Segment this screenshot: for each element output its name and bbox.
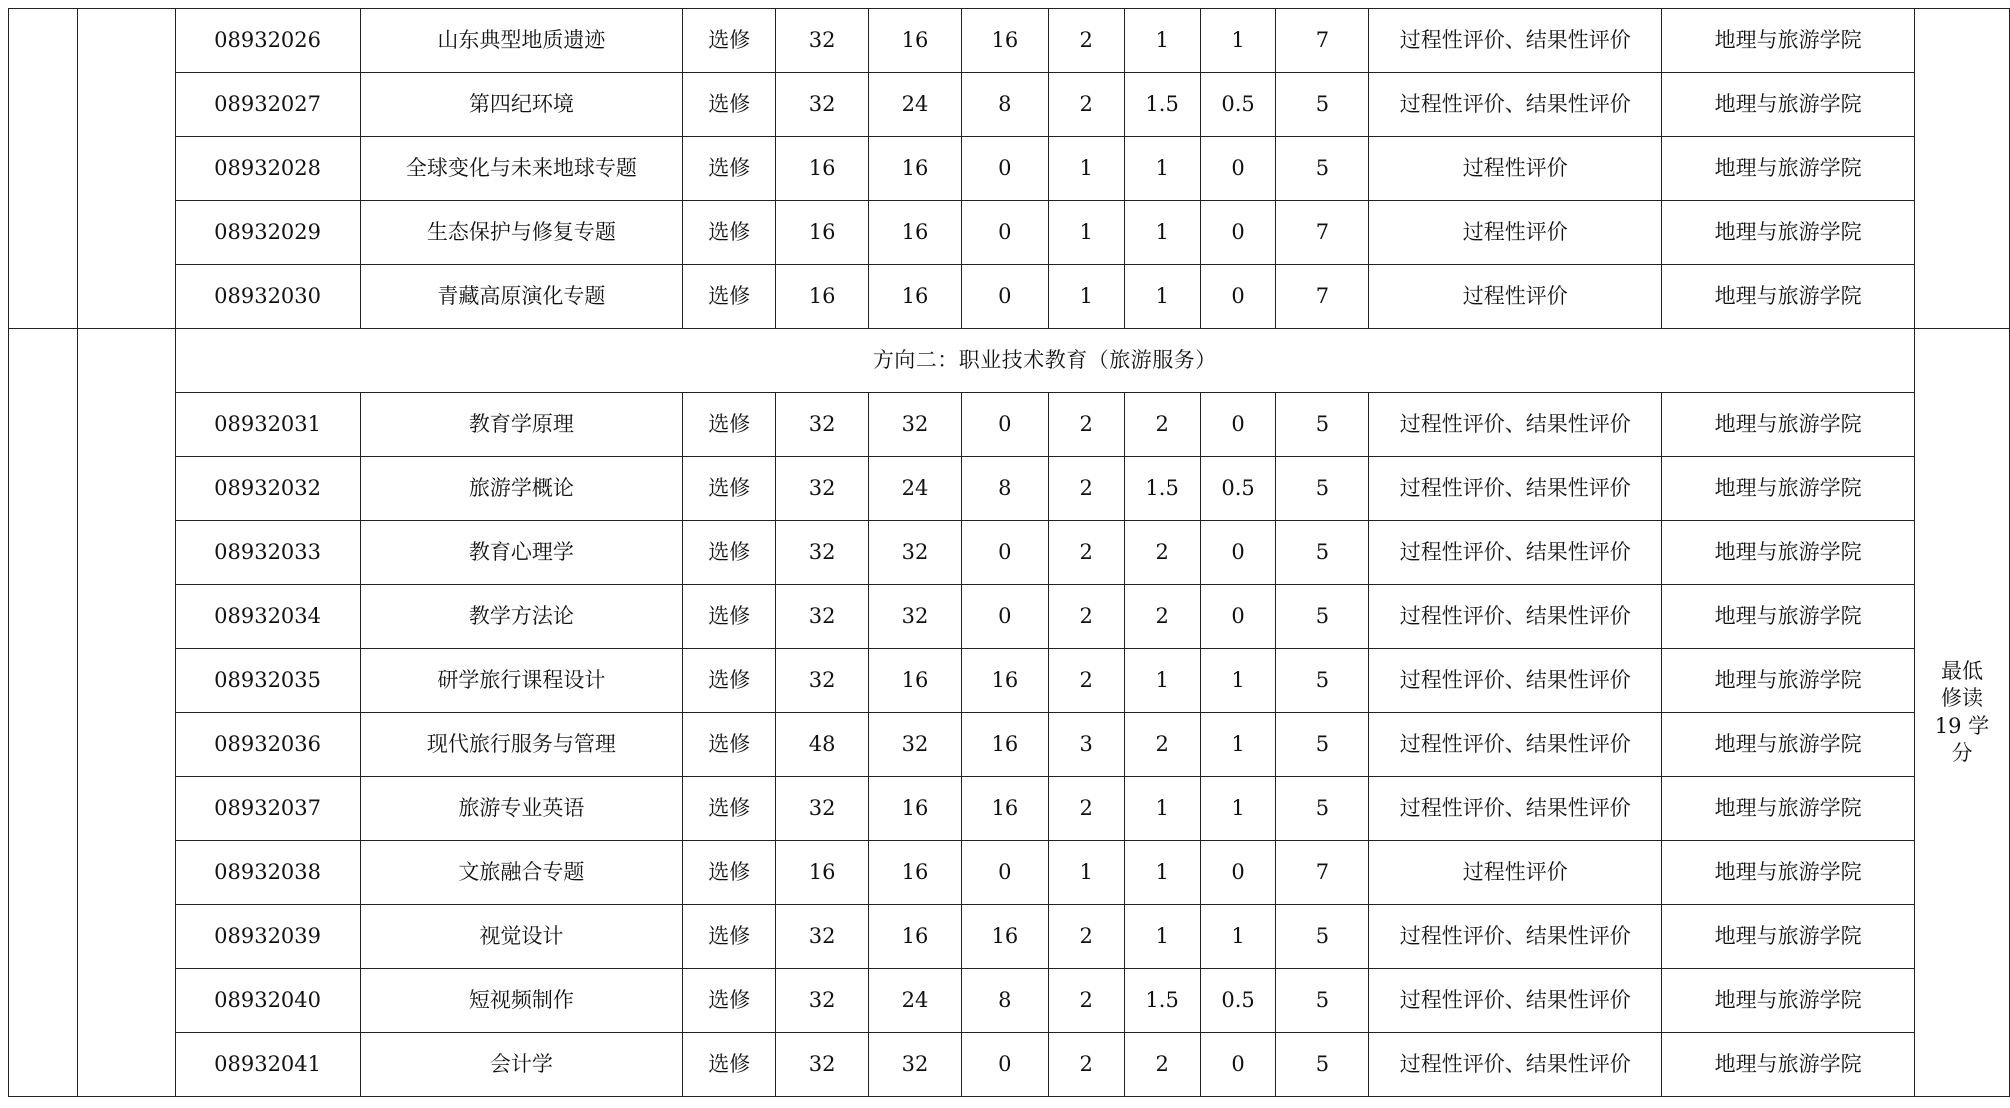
total-hours-cell: 32 (776, 457, 869, 521)
lecture-hours-cell: 24 (869, 457, 962, 521)
offering-college-cell: 地理与旅游学院 (1662, 9, 1915, 73)
offering-college-cell: 地理与旅游学院 (1662, 649, 1915, 713)
credits-cell: 2 (1048, 649, 1124, 713)
offering-college-cell: 地理与旅游学院 (1662, 969, 1915, 1033)
lecture-hours-cell: 32 (869, 1033, 962, 1097)
assessment-method-cell: 过程性评价、结果性评价 (1369, 73, 1662, 137)
credits-cell: 2 (1048, 585, 1124, 649)
lecture-hours-cell: 32 (869, 585, 962, 649)
credits-cell: 2 (1048, 393, 1124, 457)
course-type-cell: 选修 (683, 9, 776, 73)
course-type-cell: 选修 (683, 265, 776, 329)
course-code-cell: 08932037 (175, 777, 360, 841)
practice-credits-cell: 0 (1200, 841, 1276, 905)
credits-cell: 2 (1048, 777, 1124, 841)
course-type-cell: 选修 (683, 585, 776, 649)
practice-hours-cell: 16 (961, 777, 1048, 841)
assessment-method-cell: 过程性评价 (1369, 841, 1662, 905)
practice-hours-cell: 16 (961, 649, 1048, 713)
subcategory-cell (77, 9, 175, 329)
assessment-method-cell: 过程性评价 (1369, 265, 1662, 329)
table-row (9, 585, 2010, 649)
practice-credits-cell: 0.5 (1200, 457, 1276, 521)
section-row (9, 329, 2010, 393)
assessment-method-cell: 过程性评价、结果性评价 (1369, 905, 1662, 969)
semester-cell: 7 (1276, 841, 1369, 905)
practice-hours-cell: 16 (961, 9, 1048, 73)
course-code-cell: 08932033 (175, 521, 360, 585)
offering-college-cell: 地理与旅游学院 (1662, 1033, 1915, 1097)
total-hours-cell: 32 (776, 521, 869, 585)
table-row (9, 905, 2010, 969)
lecture-hours-cell: 32 (869, 393, 962, 457)
course-name-cell: 旅游专业英语 (360, 777, 683, 841)
offering-college-cell: 地理与旅游学院 (1662, 841, 1915, 905)
lecture-credits-cell: 1.5 (1124, 457, 1200, 521)
course-code-cell: 08932039 (175, 905, 360, 969)
course-name-cell: 教学方法论 (360, 585, 683, 649)
table-row (9, 841, 2010, 905)
offering-college-cell: 地理与旅游学院 (1662, 585, 1915, 649)
credits-cell: 1 (1048, 841, 1124, 905)
practice-hours-cell: 0 (961, 137, 1048, 201)
course-code-cell: 08932038 (175, 841, 360, 905)
course-name-cell: 全球变化与未来地球专题 (360, 137, 683, 201)
table-row (9, 201, 2010, 265)
practice-hours-cell: 0 (961, 201, 1048, 265)
total-hours-cell: 48 (776, 713, 869, 777)
lecture-credits-cell: 2 (1124, 713, 1200, 777)
practice-credits-cell: 0 (1200, 585, 1276, 649)
practice-hours-cell: 0 (961, 265, 1048, 329)
semester-cell: 5 (1276, 585, 1369, 649)
assessment-method-cell: 过程性评价、结果性评价 (1369, 1033, 1662, 1097)
semester-cell: 5 (1276, 73, 1369, 137)
course-name-cell: 研学旅行课程设计 (360, 649, 683, 713)
lecture-credits-cell: 1 (1124, 841, 1200, 905)
offering-college-cell: 地理与旅游学院 (1662, 137, 1915, 201)
credits-cell: 2 (1048, 1033, 1124, 1097)
table-row (9, 73, 2010, 137)
lecture-credits-cell: 2 (1124, 393, 1200, 457)
total-hours-cell: 16 (776, 841, 869, 905)
lecture-hours-cell: 32 (869, 521, 962, 585)
practice-credits-cell: 0 (1200, 521, 1276, 585)
course-code-cell: 08932036 (175, 713, 360, 777)
offering-college-cell: 地理与旅游学院 (1662, 905, 1915, 969)
category-cell (9, 329, 78, 1097)
assessment-method-cell: 过程性评价、结果性评价 (1369, 585, 1662, 649)
table-row (9, 649, 2010, 713)
block-1-body (9, 9, 2010, 329)
course-type-cell: 选修 (683, 393, 776, 457)
total-hours-cell: 16 (776, 265, 869, 329)
lecture-credits-cell: 2 (1124, 521, 1200, 585)
practice-credits-cell: 1 (1200, 649, 1276, 713)
course-code-cell: 08932035 (175, 649, 360, 713)
table-row (9, 137, 2010, 201)
min-credits-note-line: 修读 (1940, 686, 1983, 711)
course-type-cell: 选修 (683, 649, 776, 713)
offering-college-cell: 地理与旅游学院 (1662, 457, 1915, 521)
semester-cell: 7 (1276, 265, 1369, 329)
course-type-cell: 选修 (683, 137, 776, 201)
credits-cell: 2 (1048, 457, 1124, 521)
course-name-cell: 生态保护与修复专题 (360, 201, 683, 265)
lecture-hours-cell: 16 (869, 9, 962, 73)
course-code-cell: 08932040 (175, 969, 360, 1033)
semester-cell: 5 (1276, 457, 1369, 521)
practice-credits-cell: 0 (1200, 1033, 1276, 1097)
course-code-cell: 08932031 (175, 393, 360, 457)
credits-cell: 2 (1048, 9, 1124, 73)
total-hours-cell: 32 (776, 777, 869, 841)
semester-cell: 7 (1276, 201, 1369, 265)
course-type-cell: 选修 (683, 1033, 776, 1097)
practice-credits-cell: 0 (1200, 265, 1276, 329)
practice-hours-cell: 0 (961, 393, 1048, 457)
total-hours-cell: 32 (776, 1033, 869, 1097)
lecture-hours-cell: 16 (869, 905, 962, 969)
lecture-hours-cell: 32 (869, 713, 962, 777)
course-type-cell: 选修 (683, 777, 776, 841)
lecture-credits-cell: 1 (1124, 777, 1200, 841)
total-hours-cell: 32 (776, 969, 869, 1033)
block-2-body (9, 329, 2010, 1097)
assessment-method-cell: 过程性评价、结果性评价 (1369, 521, 1662, 585)
assessment-method-cell: 过程性评价、结果性评价 (1369, 9, 1662, 73)
practice-hours-cell: 0 (961, 521, 1048, 585)
practice-credits-cell: 0 (1200, 393, 1276, 457)
lecture-credits-cell: 1 (1124, 649, 1200, 713)
assessment-method-cell: 过程性评价、结果性评价 (1369, 457, 1662, 521)
course-name-cell: 文旅融合专题 (360, 841, 683, 905)
min-credits-note-line: 分 (1951, 740, 1973, 765)
assessment-method-cell: 过程性评价 (1369, 137, 1662, 201)
semester-cell: 5 (1276, 905, 1369, 969)
table-row (9, 969, 2010, 1033)
credits-cell: 1 (1048, 201, 1124, 265)
practice-credits-cell: 1 (1200, 713, 1276, 777)
offering-college-cell: 地理与旅游学院 (1662, 393, 1915, 457)
lecture-hours-cell: 16 (869, 137, 962, 201)
practice-credits-cell: 1 (1200, 905, 1276, 969)
credits-cell: 2 (1048, 905, 1124, 969)
course-table (8, 8, 2010, 1097)
course-name-cell: 短视频制作 (360, 969, 683, 1033)
lecture-hours-cell: 16 (869, 841, 962, 905)
min-credits-note (1914, 329, 2009, 1097)
course-name-cell: 山东典型地质遗迹 (360, 9, 683, 73)
practice-hours-cell: 0 (961, 585, 1048, 649)
assessment-method-cell: 过程性评价、结果性评价 (1369, 649, 1662, 713)
total-hours-cell: 32 (776, 649, 869, 713)
semester-cell: 5 (1276, 521, 1369, 585)
lecture-credits-cell: 1.5 (1124, 73, 1200, 137)
assessment-method-cell: 过程性评价、结果性评价 (1369, 969, 1662, 1033)
offering-college-cell: 地理与旅游学院 (1662, 713, 1915, 777)
course-name-cell: 第四纪环境 (360, 73, 683, 137)
practice-credits-cell: 0 (1200, 137, 1276, 201)
course-code-cell: 08932027 (175, 73, 360, 137)
table-row (9, 521, 2010, 585)
practice-credits-cell: 0.5 (1200, 73, 1276, 137)
course-code-cell: 08932032 (175, 457, 360, 521)
assessment-method-cell: 过程性评价、结果性评价 (1369, 713, 1662, 777)
practice-credits-cell: 0 (1200, 201, 1276, 265)
course-type-cell: 选修 (683, 713, 776, 777)
practice-hours-cell: 0 (961, 841, 1048, 905)
credits-cell: 3 (1048, 713, 1124, 777)
course-type-cell: 选修 (683, 841, 776, 905)
offering-college-cell: 地理与旅游学院 (1662, 777, 1915, 841)
lecture-credits-cell: 2 (1124, 585, 1200, 649)
course-type-cell: 选修 (683, 457, 776, 521)
practice-hours-cell: 0 (961, 1033, 1048, 1097)
table-row (9, 393, 2010, 457)
credits-cell: 2 (1048, 73, 1124, 137)
table-row (9, 265, 2010, 329)
offering-college-cell: 地理与旅游学院 (1662, 201, 1915, 265)
offering-college-cell: 地理与旅游学院 (1662, 521, 1915, 585)
total-hours-cell: 32 (776, 393, 869, 457)
offering-college-cell: 地理与旅游学院 (1662, 73, 1915, 137)
course-name-cell: 会计学 (360, 1033, 683, 1097)
practice-hours-cell: 16 (961, 905, 1048, 969)
lecture-hours-cell: 16 (869, 265, 962, 329)
lecture-hours-cell: 16 (869, 649, 962, 713)
table-row (9, 457, 2010, 521)
semester-cell: 5 (1276, 649, 1369, 713)
credits-cell: 1 (1048, 137, 1124, 201)
semester-cell: 5 (1276, 393, 1369, 457)
offering-college-cell: 地理与旅游学院 (1662, 265, 1915, 329)
credits-cell: 2 (1048, 969, 1124, 1033)
total-hours-cell: 32 (776, 585, 869, 649)
assessment-method-cell: 过程性评价 (1369, 201, 1662, 265)
assessment-method-cell: 过程性评价、结果性评价 (1369, 777, 1662, 841)
lecture-credits-cell: 1 (1124, 265, 1200, 329)
semester-cell: 7 (1276, 9, 1369, 73)
total-hours-cell: 32 (776, 9, 869, 73)
table-row (9, 713, 2010, 777)
course-type-cell: 选修 (683, 969, 776, 1033)
lecture-credits-cell: 2 (1124, 1033, 1200, 1097)
course-type-cell: 选修 (683, 73, 776, 137)
lecture-credits-cell: 1 (1124, 201, 1200, 265)
course-name-cell: 教育心理学 (360, 521, 683, 585)
credits-cell: 1 (1048, 265, 1124, 329)
course-type-cell: 选修 (683, 905, 776, 969)
assessment-method-cell: 过程性评价、结果性评价 (1369, 393, 1662, 457)
total-hours-cell: 16 (776, 201, 869, 265)
subcategory-cell (77, 329, 175, 1097)
table-row (9, 1033, 2010, 1097)
course-name-cell: 视觉设计 (360, 905, 683, 969)
section-title: 方向二：职业技术教育（旅游服务） (175, 329, 1914, 393)
course-type-cell: 选修 (683, 521, 776, 585)
min-credits-note-line: 19 学 (1934, 713, 1990, 738)
semester-cell: 5 (1276, 1033, 1369, 1097)
lecture-credits-cell: 1 (1124, 905, 1200, 969)
lecture-hours-cell: 24 (869, 969, 962, 1033)
total-hours-cell: 16 (776, 137, 869, 201)
semester-cell: 5 (1276, 137, 1369, 201)
table-row (9, 9, 2010, 73)
course-code-cell: 08932028 (175, 137, 360, 201)
total-hours-cell: 32 (776, 905, 869, 969)
semester-cell: 5 (1276, 777, 1369, 841)
min-credits-note-line: 最低 (1940, 658, 1983, 683)
practice-hours-cell: 16 (961, 713, 1048, 777)
table-row (9, 777, 2010, 841)
practice-hours-cell: 8 (961, 73, 1048, 137)
semester-cell: 5 (1276, 969, 1369, 1033)
remarks-cell (1914, 9, 2009, 329)
total-hours-cell: 32 (776, 73, 869, 137)
lecture-credits-cell: 1 (1124, 9, 1200, 73)
credits-cell: 2 (1048, 521, 1124, 585)
category-cell (9, 9, 78, 329)
lecture-credits-cell: 1 (1124, 137, 1200, 201)
course-code-cell: 08932041 (175, 1033, 360, 1097)
lecture-hours-cell: 16 (869, 777, 962, 841)
course-name-cell: 青藏高原演化专题 (360, 265, 683, 329)
practice-hours-cell: 8 (961, 969, 1048, 1033)
course-type-cell: 选修 (683, 201, 776, 265)
course-code-cell: 08932030 (175, 265, 360, 329)
course-code-cell: 08932034 (175, 585, 360, 649)
practice-credits-cell: 0.5 (1200, 969, 1276, 1033)
course-table-page (8, 8, 2010, 1097)
lecture-hours-cell: 16 (869, 201, 962, 265)
lecture-credits-cell: 1.5 (1124, 969, 1200, 1033)
practice-credits-cell: 1 (1200, 777, 1276, 841)
course-name-cell: 现代旅行服务与管理 (360, 713, 683, 777)
practice-hours-cell: 8 (961, 457, 1048, 521)
course-name-cell: 教育学原理 (360, 393, 683, 457)
course-name-cell: 旅游学概论 (360, 457, 683, 521)
lecture-hours-cell: 24 (869, 73, 962, 137)
course-code-cell: 08932029 (175, 201, 360, 265)
semester-cell: 5 (1276, 713, 1369, 777)
course-code-cell: 08932026 (175, 9, 360, 73)
practice-credits-cell: 1 (1200, 9, 1276, 73)
